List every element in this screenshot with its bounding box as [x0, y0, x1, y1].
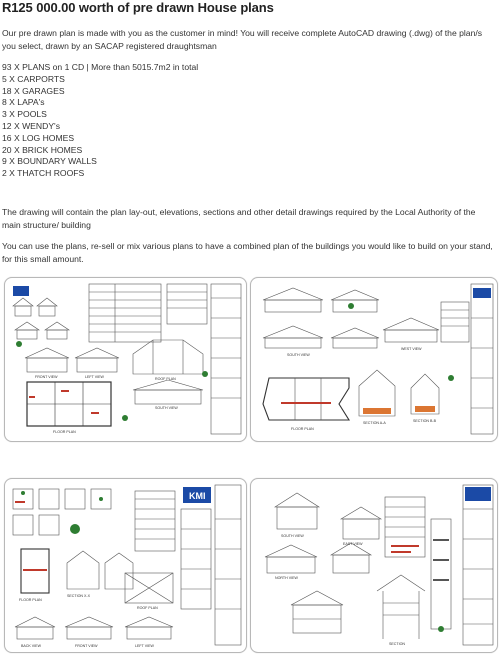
page-title: R125 000.00 worth of pre drawn House plans	[2, 0, 274, 15]
plan-sheet-thumbnail[interactable]	[4, 277, 247, 442]
drawing-label: NORTH VIEW	[275, 576, 298, 580]
plan-sheet-thumbnail[interactable]	[250, 277, 498, 442]
cad-drawing-image	[5, 278, 246, 441]
drawing-label: FLOOR PLAN	[53, 430, 76, 434]
drawing-label: WEST VIEW	[401, 347, 422, 351]
stat-item: 18 X GARAGES	[2, 85, 65, 96]
stat-item: 12 X WENDY's	[2, 120, 60, 131]
stat-item: 8 X LAPA's	[2, 97, 45, 108]
drawing-label: SECTION B-B	[413, 419, 436, 423]
stat-item: 20 X BRICK HOMES	[2, 144, 83, 155]
stat-item: 16 X LOG HOMES	[2, 132, 75, 143]
drawing-label: FRONT VIEW	[75, 644, 98, 648]
drawing-label: LEFT VIEW	[135, 644, 154, 648]
plan-sheet-thumbnail[interactable]	[4, 478, 247, 653]
drawing-label: ROOF PLAN	[155, 377, 176, 381]
drawing-label: EAST VIEW	[343, 542, 363, 546]
cad-drawing-image	[251, 278, 497, 441]
drawing-label: SOUTH VIEW	[155, 406, 178, 410]
drawing-label: ROOF PLAN	[137, 606, 158, 610]
stat-item: 93 X PLANS on 1 CD | More than 5015.7m2 in total	[2, 62, 199, 72]
drawing-label: SOUTH VIEW	[281, 534, 304, 538]
cad-drawing-image	[5, 479, 246, 652]
stat-item: 9 X BOUNDARY WALLS	[2, 156, 97, 167]
drawing-label: LEFT VIEW	[85, 375, 104, 379]
drawing-label: FLOOR PLAN	[19, 598, 42, 602]
drawing-contents-paragraph: The drawing will contain the plan lay-out, elevations, sections and other detail drawings required by the Local Authority of the main structure/ building	[2, 207, 476, 230]
cad-drawing-image	[251, 479, 497, 652]
stat-item: 3 X POOLS	[2, 109, 47, 120]
usage-paragraph: You can use the plans, re-sell or mix various plans to have a combined plan of the buildings you would like to build on your stand, for this small amount.	[2, 241, 493, 264]
company-logo: KMI	[189, 491, 206, 501]
stat-item: 5 X CARPORTS	[2, 73, 65, 84]
drawing-label: FRONT VIEW	[35, 375, 58, 379]
stat-item: 2 X THATCH ROOFS	[2, 168, 85, 179]
drawing-label: BACK VIEW	[21, 644, 41, 648]
drawing-label: SECTION X-X	[67, 594, 90, 598]
intro-paragraph: Our pre drawn plan is made with you as the customer in mind! You will receive complete AutoCAD drawing (.dwg) of the plan/s you select, drawn by an SACAP registered draughtsman	[2, 28, 483, 51]
plan-stats-list	[2, 62, 198, 180]
drawing-label: SECTION	[389, 642, 405, 646]
plan-sheet-thumbnail[interactable]	[250, 478, 498, 653]
drawing-label: SECTION A-A	[363, 421, 386, 425]
drawing-label: FLOOR PLAN	[291, 427, 314, 431]
drawing-label: SOUTH VIEW	[287, 353, 310, 357]
